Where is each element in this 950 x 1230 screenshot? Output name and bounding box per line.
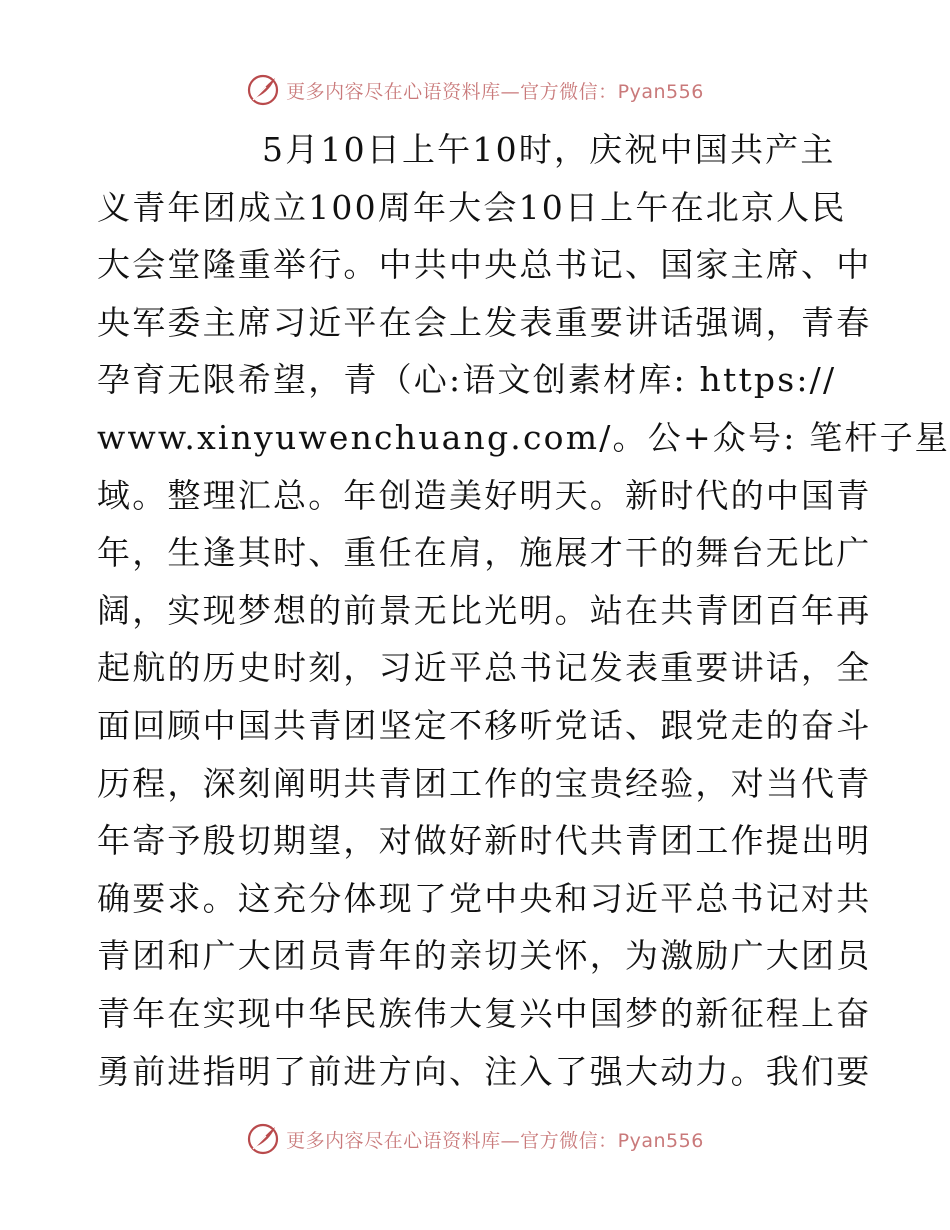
footer-banner-text: 更多内容尽在心语资料库—官方微信：Pyan556 [286, 1129, 704, 1152]
feather-pen-circle-icon [246, 73, 280, 107]
text-line: 勇前进指明了前进方向、注入了强大动力。我们要 [97, 1051, 872, 1091]
header-wechat-id: Pyan556 [617, 80, 704, 103]
text-line: 确要求。这充分体现了党中央和习近平总书记对共 [97, 878, 872, 918]
text-line: 域。整理汇总。年创造美好明天。新时代的中国青 [97, 475, 872, 515]
text-line: 起航的历史时刻，习近平总书记发表重要讲话，全 [97, 648, 872, 688]
text-line: 面回顾中国共青团坚定不移听党话、跟党走的奋斗 [97, 705, 872, 745]
text-line: 阔，实现梦想的前景无比光明。站在共青团百年再 [97, 590, 872, 630]
text-line: 大会堂隆重举行。中共中央总书记、国家主席、中 [97, 245, 872, 285]
text-line: www.xinyuwenchuang.com/。公+众号: 笔杆子星 [97, 417, 950, 457]
document-body [97, 121, 950, 1100]
text-line: 年寄予殷切期望，对做好新时代共青团工作提出明 [97, 821, 872, 861]
footer-wechat-id: Pyan556 [617, 1129, 704, 1152]
text-line: 孕育无限希望，青（心:语文创素材库: https:// [97, 360, 837, 400]
text-line: 历程，深刻阐明共青团工作的宝贵经验，对当代青 [97, 763, 872, 803]
header-banner-text: 更多内容尽在心语资料库—官方微信：Pyan556 [286, 80, 704, 103]
text-line: 5月10日上午10时，庆祝中国共产主 [262, 130, 836, 169]
text-line: 央军委主席习近平在会上发表重要讲话强调，青春 [97, 302, 872, 342]
footer-banner [0, 1122, 950, 1156]
feather-pen-circle-icon [246, 1122, 280, 1156]
text-line: 义青年团成立100周年大会10日上午在北京人民 [97, 187, 847, 227]
text-line: 青年在实现中华民族伟大复兴中国梦的新征程上奋 [97, 993, 872, 1033]
text-line: 青团和广大团员青年的亲切关怀，为激励广大团员 [97, 936, 872, 976]
text-line: 年，生逢其时、重任在肩，施展才干的舞台无比广 [97, 533, 872, 573]
header-banner [0, 73, 950, 107]
